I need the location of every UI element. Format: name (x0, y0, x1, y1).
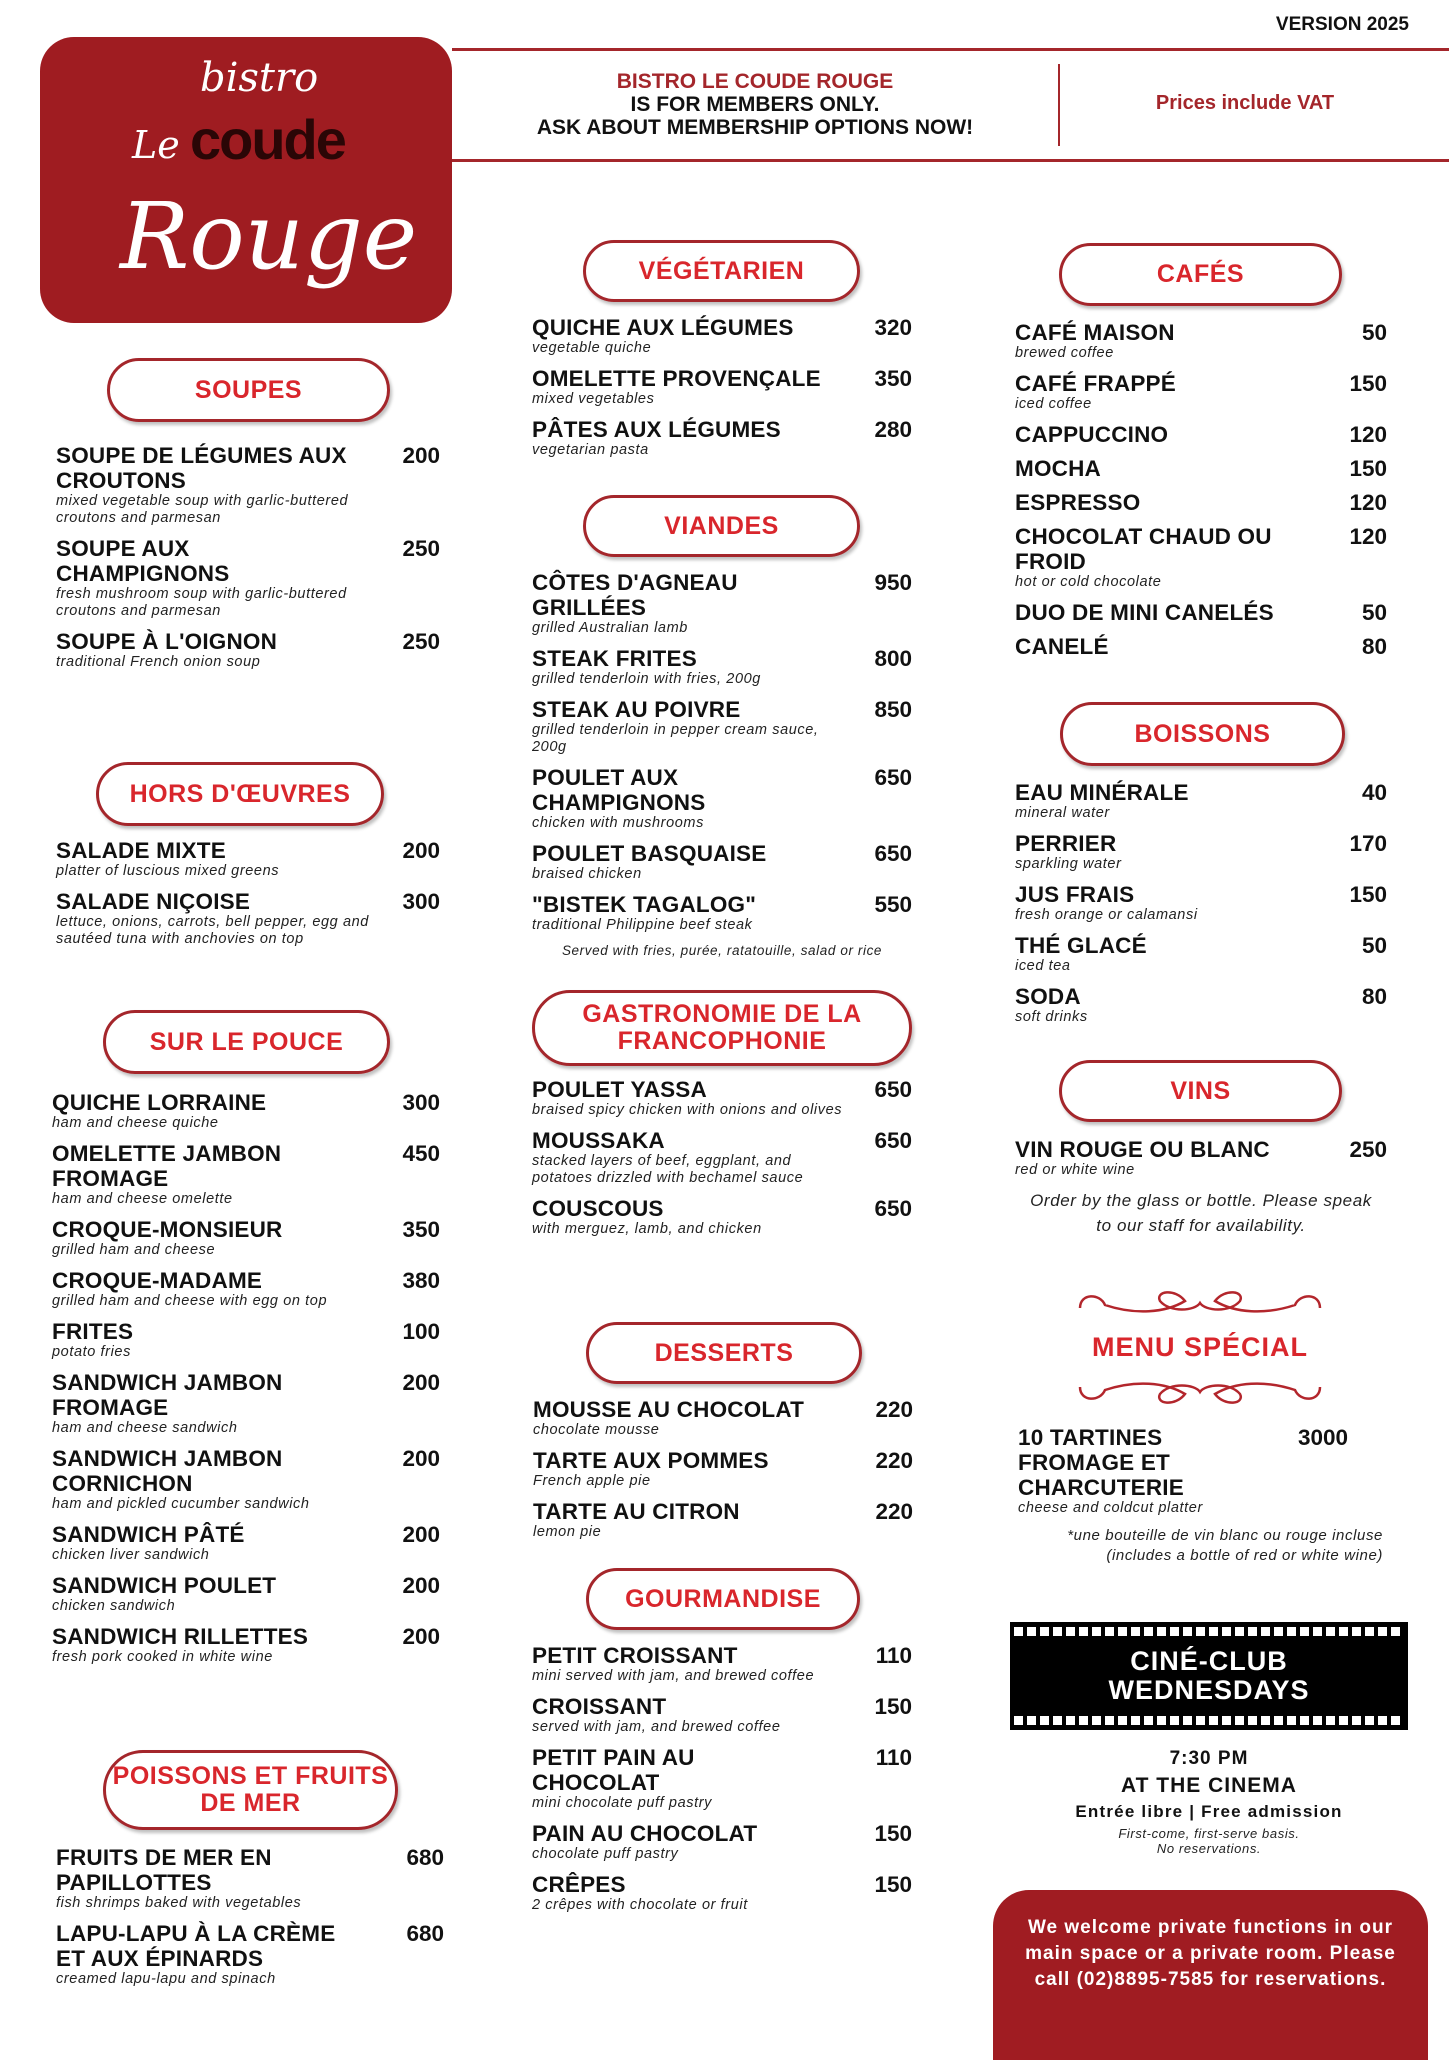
menu-item (52, 1522, 440, 1564)
menu-item (533, 1499, 913, 1541)
section-heading-vins: VINS (1059, 1060, 1342, 1122)
menu-item-name: SALADE MIXTE (56, 838, 226, 863)
menu-item (52, 1217, 440, 1259)
menu-item-price: 950 (874, 570, 912, 595)
logo-bistro: bistro (200, 55, 319, 101)
menu-item-description: stacked layers of beef, eggplant, and potatoes drizzled with bechamel sauce (532, 1153, 804, 1186)
menu-item-name: CÔTES D'AGNEAU GRILLÉES (532, 570, 738, 620)
menu-item-name: SANDWICH RILLETTES (52, 1624, 309, 1649)
logo-le: Le (132, 123, 180, 167)
menu-list-viandes (532, 570, 912, 958)
menu-item-name: PÂTES AUX LÉGUMES (532, 417, 781, 442)
menu-item-name: SOUPE DE LÉGUMES AUX CROUTONS (56, 443, 347, 493)
menu-item-price: 150 (874, 1821, 912, 1846)
menu-item-price: 380 (402, 1268, 440, 1293)
menu-item-name: STEAK FRITES (532, 646, 697, 671)
menu-item-price: 550 (874, 892, 912, 917)
menu-list-pouce (52, 1090, 440, 1675)
menu-item-description: soft drinks (1015, 1009, 1088, 1025)
menu-item (532, 417, 912, 459)
menu-item (1015, 984, 1387, 1026)
menu-item-name: PERRIER (1015, 831, 1117, 856)
menu-item-name: STEAK AU POIVRE (532, 697, 741, 722)
menu-item (52, 1446, 440, 1513)
menu-item (56, 838, 440, 880)
menu-item-price: 200 (402, 1573, 440, 1598)
menu-item (532, 1128, 912, 1187)
menu-item-description: fresh mushroom soup with garlic-buttered croutons and parmesan (56, 586, 347, 619)
menu-item-name: SODA (1015, 984, 1081, 1009)
membership-notice (470, 70, 1040, 139)
menu-item-name: FRITES (52, 1319, 134, 1344)
section-heading-viandes: VIANDES (583, 495, 860, 557)
menu-item-description: chocolate puff pastry (532, 1846, 679, 1862)
menu-item-name: CHOCOLAT CHAUD OU FROID (1015, 524, 1272, 574)
version-label: VERSION 2025 (1275, 14, 1409, 35)
menu-item-description: potato fries (52, 1344, 131, 1360)
menu-item (56, 536, 440, 620)
section-note-vins: Order by the glass or bottle. Please speak to our staff for availability. (1030, 1191, 1372, 1235)
cine-club-info (1010, 1748, 1408, 1856)
menu-item-price: 250 (1349, 1137, 1387, 1162)
menu-item-name: SOUPE AUX CHAMPIGNONS (56, 536, 230, 586)
menu-item-description: mineral water (1015, 805, 1110, 821)
header-divider-vertical (1058, 64, 1060, 146)
menu-item-description: chicken with mushrooms (532, 815, 704, 831)
menu-item-price: 650 (874, 1128, 912, 1153)
section-heading-cafes: CAFÉS (1059, 243, 1342, 306)
menu-item-price: 220 (875, 1499, 913, 1524)
menu-item-price: 220 (875, 1397, 913, 1422)
menu-item (52, 1268, 440, 1310)
menu-item (56, 1921, 444, 1988)
section-heading-gourmandise: GOURMANDISE (586, 1568, 860, 1630)
menu-item-price: 110 (875, 1643, 912, 1668)
menu-item-description: red or white wine (1015, 1162, 1135, 1178)
menu-item (532, 1643, 912, 1685)
header-divider-top (452, 48, 1449, 51)
menu-item-description: grilled tenderloin with fries, 200g (532, 671, 761, 687)
menu-item-description: chicken sandwich (52, 1598, 176, 1614)
menu-item-price: 300 (402, 889, 440, 914)
swirl-ornament-bottom-icon (1075, 1372, 1325, 1412)
cine-admission: Entrée libre | Free admission (1075, 1802, 1343, 1821)
menu-item (1018, 1425, 1348, 1517)
menu-item-name: TARTE AU CITRON (533, 1499, 740, 1524)
menu-item-description: lemon pie (533, 1524, 602, 1540)
menu-item-description: grilled ham and cheese with egg on top (52, 1293, 328, 1309)
menu-item-price: 450 (402, 1141, 440, 1166)
menu-item-price: 650 (874, 1077, 912, 1102)
menu-item-price: 50 (1361, 320, 1387, 345)
menu-item (532, 570, 912, 637)
film-holes-icon (1014, 1716, 1404, 1725)
menu-item (532, 1821, 912, 1863)
section-heading-special: MENU SPÉCIAL (1091, 1332, 1309, 1362)
menu-item-name: POULET YASSA (532, 1077, 707, 1102)
menu-item-description: lettuce, onions, carrots, bell pepper, egg and sautéed tuna with anchovies on top (56, 914, 369, 947)
menu-item (56, 889, 440, 948)
menu-item-price: 680 (406, 1921, 444, 1946)
section-heading-gastro: GASTRONOMIE DE LA FRANCOPHONIE (532, 990, 912, 1066)
menu-item-description: ham and pickled cucumber sandwich (52, 1496, 310, 1512)
menu-item-description: 2 crêpes with chocolate or fruit (532, 1897, 748, 1913)
private-functions-box: We welcome private functions in our main space or a private room. Please call (02)8895-7585 for reservations. (993, 1890, 1428, 2060)
menu-item-price: 250 (402, 629, 440, 654)
menu-item-description: creamed lapu-lapu and spinach (56, 1971, 276, 1987)
menu-item-price: 150 (874, 1694, 912, 1719)
menu-item-name: SANDWICH PÂTÉ (52, 1522, 245, 1547)
menu-list-desserts (533, 1397, 913, 1550)
menu-item-name: SANDWICH JAMBON FROMAGE (52, 1370, 283, 1420)
menu-item (52, 1141, 440, 1208)
menu-item-name: THÉ GLACÉ (1015, 933, 1147, 958)
menu-item-name: CRÊPES (532, 1872, 626, 1897)
section-heading-poissons: POISSONS ET FRUITS DE MER (103, 1750, 398, 1830)
menu-item-name: EAU MINÉRALE (1015, 780, 1189, 805)
menu-item-name: JUS FRAIS (1015, 882, 1135, 907)
menu-item-description: hot or cold chocolate (1015, 574, 1162, 590)
menu-item-price: 220 (875, 1448, 913, 1473)
menu-item-name: COUSCOUS (532, 1196, 664, 1221)
section-note-viandes: Served with fries, purée, ratatouille, salad or rice (561, 943, 883, 958)
menu-item-name: SOUPE À L'OIGNON (56, 629, 278, 654)
menu-item-price: 150 (1349, 371, 1387, 396)
membership-line: IS FOR MEMBERS ONLY. (630, 93, 880, 116)
menu-item-name: SANDWICH JAMBON CORNICHON (52, 1446, 283, 1496)
section-heading-vegetarien: VÉGÉTARIEN (583, 240, 860, 302)
menu-list-special (1018, 1425, 1383, 1566)
menu-item-description: vegetarian pasta (532, 442, 649, 458)
cine-time: 7:30 PM (1169, 1748, 1249, 1769)
menu-item-name: LAPU-LAPU À LA CRÈME ET AUX ÉPINARDS (56, 1921, 336, 1971)
menu-item (52, 1090, 440, 1132)
menu-item-price: 100 (402, 1319, 440, 1344)
menu-list-vegetarien (532, 315, 912, 468)
menu-item-name: TARTE AUX POMMES (533, 1448, 769, 1473)
menu-item-name: PAIN AU CHOCOLAT (532, 1821, 758, 1846)
menu-item-description: fresh orange or calamansi (1015, 907, 1198, 923)
menu-item-price: 320 (874, 315, 912, 340)
menu-item-description: ham and cheese sandwich (52, 1420, 238, 1436)
menu-item-price: 3000 (1297, 1425, 1348, 1450)
menu-item-name: "BISTEK TAGALOG" (532, 892, 757, 917)
section-heading-desserts: DESSERTS (586, 1322, 862, 1384)
menu-item-price: 650 (874, 1196, 912, 1221)
menu-item (532, 765, 912, 832)
menu-item-description: mixed vegetables (532, 391, 655, 407)
menu-item (1015, 933, 1387, 975)
menu-item (52, 1624, 440, 1666)
menu-item-description: fish shrimps baked with vegetables (56, 1895, 302, 1911)
section-note-special: *une bouteille de vin blanc ou rouge incluse (includes a bottle of red or white wine) (1067, 1527, 1383, 1564)
menu-item-price: 120 (1349, 524, 1387, 549)
menu-item-name: CANELÉ (1015, 634, 1109, 659)
menu-item-price: 650 (874, 765, 912, 790)
menu-item-name: QUICHE LORRAINE (52, 1090, 267, 1115)
menu-item-name: CAFÉ MAISON (1015, 320, 1175, 345)
menu-item-price: 120 (1349, 490, 1387, 515)
menu-item-description: brewed coffee (1015, 345, 1114, 361)
menu-item-description: mini chocolate puff pastry (532, 1795, 713, 1811)
cine-club-title: CINÉ-CLUB (1130, 1646, 1288, 1676)
logo-rouge: Rouge (120, 183, 418, 290)
menu-list-vins (1015, 1137, 1387, 1238)
menu-item (1015, 780, 1387, 822)
menu-item-price: 350 (874, 366, 912, 391)
menu-item-name: CAPPUCCINO (1015, 422, 1169, 447)
menu-item-name: POULET AUX CHAMPIGNONS (532, 765, 706, 815)
menu-item-description: chocolate mousse (533, 1422, 660, 1438)
menu-list-cafes (1015, 320, 1387, 668)
menu-item-price: 80 (1361, 984, 1387, 1009)
menu-item-price: 200 (402, 1446, 440, 1471)
menu-item-name: QUICHE AUX LÉGUMES (532, 315, 794, 340)
menu-item (52, 1319, 440, 1361)
menu-item-price: 280 (874, 417, 912, 442)
menu-item-name: DUO DE MINI CANELÉS (1015, 600, 1274, 625)
menu-list-soupes (56, 443, 440, 680)
menu-item-name: CROQUE-MADAME (52, 1268, 263, 1293)
section-heading-soupes: SOUPES (107, 358, 390, 422)
menu-item-price: 40 (1361, 780, 1387, 805)
menu-item-name: CROISSANT (532, 1694, 667, 1719)
menu-item-price: 800 (874, 646, 912, 671)
cine-note: First-come, first-serve basis. (1118, 1826, 1300, 1841)
menu-item (532, 315, 912, 357)
menu-item-description: traditional French onion soup (56, 654, 261, 670)
menu-item-description: grilled tenderloin in pepper cream sauce, 200g (532, 722, 819, 755)
menu-item (533, 1397, 913, 1439)
menu-item (532, 1196, 912, 1238)
menu-item (1015, 600, 1387, 625)
menu-item-name: PETIT PAIN AU CHOCOLAT (532, 1745, 695, 1795)
menu-item-name: OMELETTE PROVENÇALE (532, 366, 821, 391)
menu-item-price: 110 (875, 1745, 912, 1770)
menu-item-description: braised spicy chicken with onions and olives (532, 1102, 843, 1118)
menu-item (56, 1845, 444, 1912)
menu-item-price: 200 (402, 838, 440, 863)
menu-item-name: CROQUE-MONSIEUR (52, 1217, 283, 1242)
menu-item-price: 250 (402, 536, 440, 561)
membership-line: BISTRO LE COUDE ROUGE (616, 70, 894, 93)
menu-item-description: fresh pork cooked in white wine (52, 1649, 273, 1665)
menu-item-description: ham and cheese omelette (52, 1191, 233, 1207)
menu-item-price: 200 (402, 443, 440, 468)
menu-item-description: iced coffee (1015, 396, 1092, 412)
menu-item-name: VIN ROUGE OU BLANC (1015, 1137, 1270, 1162)
menu-item-name: SALADE NIÇOISE (56, 889, 251, 914)
vat-notice: Prices include VAT (1155, 92, 1335, 114)
menu-item (1015, 524, 1387, 591)
menu-item (532, 1745, 912, 1812)
menu-item-description: French apple pie (533, 1473, 651, 1489)
menu-item-description: iced tea (1015, 958, 1071, 974)
menu-item (1015, 882, 1387, 924)
menu-item (56, 443, 440, 527)
menu-item-description: grilled Australian lamb (532, 620, 688, 636)
menu-item-description: grilled ham and cheese (52, 1242, 216, 1258)
menu-list-gastro (532, 1077, 912, 1247)
menu-item-description: sparkling water (1015, 856, 1122, 872)
menu-item (532, 892, 912, 934)
menu-item-name: ESPRESSO (1015, 490, 1141, 515)
menu-item (532, 1077, 912, 1119)
menu-item-price: 350 (402, 1217, 440, 1242)
menu-item-price: 200 (402, 1522, 440, 1547)
menu-item-description: ham and cheese quiche (52, 1115, 219, 1131)
menu-item-description: platter of luscious mixed greens (56, 863, 280, 879)
menu-item (532, 841, 912, 883)
menu-item-description: vegetable quiche (532, 340, 652, 356)
cine-club-banner (1010, 1622, 1408, 1730)
menu-item-name: PETIT CROISSANT (532, 1643, 738, 1668)
menu-item-name: SANDWICH POULET (52, 1573, 277, 1598)
menu-item (1015, 1137, 1387, 1179)
menu-item-name: FRUITS DE MER EN PAPILLOTTES (56, 1845, 272, 1895)
cine-place: AT THE CINEMA (1121, 1774, 1297, 1797)
menu-list-gourmandise (532, 1643, 912, 1923)
header-divider-bottom (452, 159, 1449, 162)
menu-item-price: 850 (874, 697, 912, 722)
menu-item-description: traditional Philippine beef steak (532, 917, 753, 933)
logo (40, 37, 452, 323)
menu-item (1015, 371, 1387, 413)
menu-item-price: 300 (402, 1090, 440, 1115)
menu-item-price: 150 (1349, 456, 1387, 481)
menu-item-price: 200 (402, 1370, 440, 1395)
menu-item-description: mini served with jam, and brewed coffee (532, 1668, 815, 1684)
menu-item-price: 680 (406, 1845, 444, 1870)
menu-item (532, 697, 912, 756)
menu-item (532, 366, 912, 408)
swirl-ornament-top-icon (1075, 1283, 1325, 1323)
menu-item (1015, 490, 1387, 515)
menu-item (56, 629, 440, 671)
cine-club-subtitle: WEDNESDAYS (1108, 1675, 1310, 1705)
menu-item-price: 80 (1361, 634, 1387, 659)
section-heading-pouce: SUR LE POUCE (103, 1010, 390, 1074)
menu-item-name: MOUSSE AU CHOCOLAT (533, 1397, 805, 1422)
menu-item-name: MOCHA (1015, 456, 1101, 481)
menu-list-poissons (56, 1845, 444, 1997)
menu-item-price: 120 (1349, 422, 1387, 447)
menu-item (52, 1370, 440, 1437)
menu-item (1015, 320, 1387, 362)
menu-item-price: 50 (1361, 600, 1387, 625)
menu-item (1015, 831, 1387, 873)
menu-item-price: 50 (1361, 933, 1387, 958)
menu-item-price: 150 (874, 1872, 912, 1897)
menu-item (533, 1448, 913, 1490)
menu-item (1015, 422, 1387, 447)
menu-item-description: cheese and coldcut platter (1018, 1500, 1203, 1516)
film-holes-icon (1014, 1627, 1404, 1636)
membership-line: ASK ABOUT MEMBERSHIP OPTIONS NOW! (536, 116, 974, 139)
menu-item-name: MOUSSAKA (532, 1128, 665, 1153)
menu-item (1015, 634, 1387, 659)
menu-item-description: braised chicken (532, 866, 642, 882)
menu-list-boissons (1015, 780, 1387, 1035)
logo-coude: coude (190, 108, 345, 171)
menu-list-hors (56, 838, 440, 957)
menu-item (532, 646, 912, 688)
menu-item (532, 1694, 912, 1736)
section-heading-boissons: BOISSONS (1060, 702, 1345, 766)
menu-item-description: mixed vegetable soup with garlic-buttered croutons and parmesan (56, 493, 349, 526)
menu-item-price: 170 (1349, 831, 1387, 856)
menu-item-name: POULET BASQUAISE (532, 841, 767, 866)
menu-item (52, 1573, 440, 1615)
section-heading-hors: HORS D'ŒUVRES (96, 762, 384, 826)
menu-item-description: with merguez, lamb, and chicken (532, 1221, 762, 1237)
menu-item-description: served with jam, and brewed coffee (532, 1719, 781, 1735)
menu-item-price: 650 (874, 841, 912, 866)
menu-item-name: 10 TARTINES FROMAGE ET CHARCUTERIE (1018, 1425, 1184, 1500)
menu-item (1015, 456, 1387, 481)
cine-note: No reservations. (1156, 1841, 1262, 1856)
menu-item (532, 1872, 912, 1914)
menu-item-name: OMELETTE JAMBON FROMAGE (52, 1141, 282, 1191)
menu-item-description: chicken liver sandwich (52, 1547, 210, 1563)
menu-item-price: 150 (1349, 882, 1387, 907)
menu-item-price: 200 (402, 1624, 440, 1649)
menu-item-name: CAFÉ FRAPPÉ (1015, 371, 1176, 396)
